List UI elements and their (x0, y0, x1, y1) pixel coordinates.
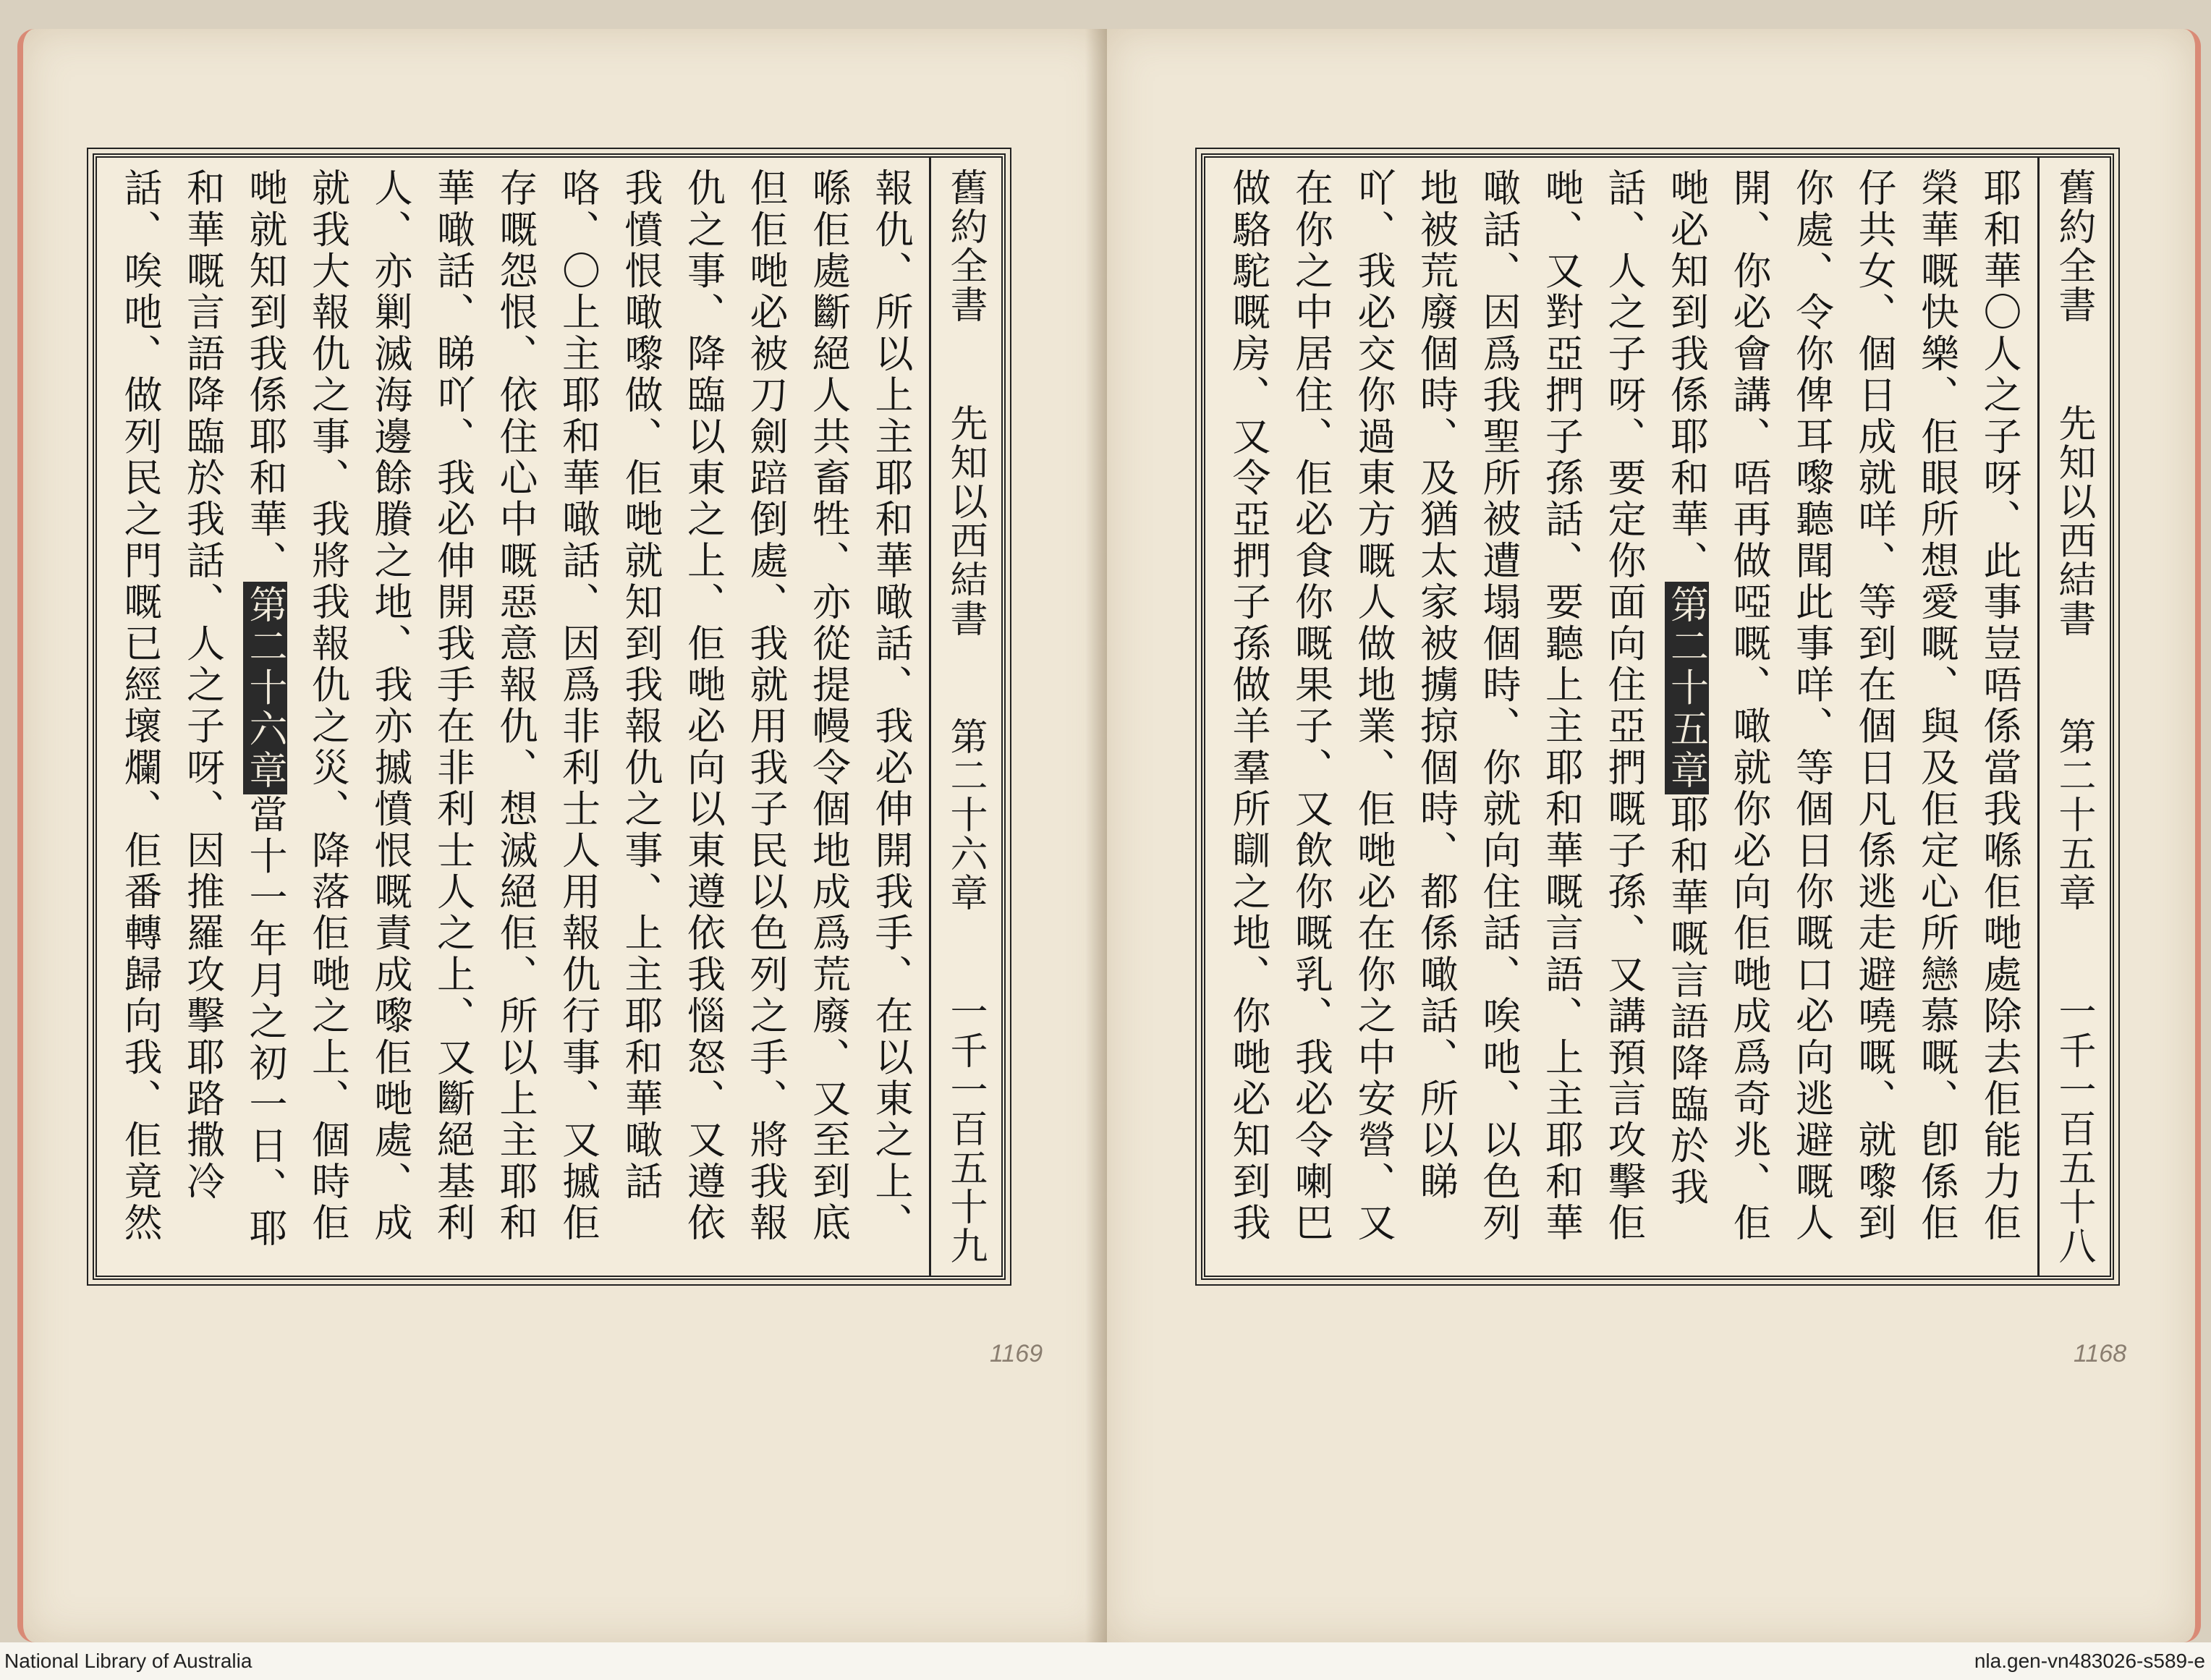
right-text-before: 耶和華〇人之子呀、此事豈唔係當我喺佢哋處除去佢能力佢榮華嘅快樂、佢眼所想愛嘅、與及佢定心所戀慕嘅、卽係佢仔共女、個日成就咩、等到在個日凡係逃走避嘵嘅、就嚟到你處、令你俾耳嚟聽聞此事咩、等個日你嘅口必向逃避嘅人開、你必會講、唔再做啞嘅、噉就你必向佢哋成爲奇兆、佢哋必知到我係耶和華、 (1664, 168, 2021, 1244)
right-text-after: 耶和華嘅言語降臨於我話、人之子呀、要定你面向住亞捫嘅子孫、又講預言攻擊佢哋、又對亞捫子孫話、要聽上主耶和華嘅言語、上主耶和華噉話、因爲我聖所被遭塌個時、你就向住話、唉吔、以色列地被荒廢個時、及猶太家被擄掠個時、都係噉話、所以睇吖、我必交你過東方嘅人做地業、佢哋必在你之中安營、又在你之中居住、佢必食你嘅果子、又飲你嘅乳、我必令喇巴做駱駝嘅房、又令亞捫子孫做羊羣所瞓之地、你哋必知到我 (1226, 168, 1709, 1244)
left-text-after: 當十一年月之初一日、耶和華嘅言語降臨於我話、人之子呀、因推羅攻擊耶路撒冷話、唉吔、做列民之門嘅已經壞爛、佢番轉歸向我、佢竟然 (118, 168, 287, 1250)
left-section-title: 先知以西結書 (943, 403, 987, 638)
left-chapter-label: 第二十六章 (943, 717, 987, 913)
library-credit: National Library of Australia (4, 1650, 252, 1672)
right-pencil-page-number: 1168 (2074, 1340, 2127, 1367)
left-page-text (104, 168, 922, 1265)
left-chapter-heading: 第二十六章 (243, 582, 287, 794)
left-book-title: 舊約全書 (943, 168, 987, 324)
right-page-margin-header (2037, 158, 2110, 1276)
right-page-number: 一千一百五十八 (2052, 991, 2095, 1265)
right-section-title: 先知以西結書 (2052, 403, 2095, 638)
right-book-title: 舊約全書 (2052, 168, 2095, 324)
left-page-number: 一千一百五十九 (943, 991, 987, 1265)
left-page-margin-header (929, 158, 1001, 1276)
right-chapter-heading: 第二十五章 (1665, 582, 1709, 794)
item-identifier: nla.gen-vn483026-s589-e (1974, 1650, 2205, 1672)
left-pencil-page-number: 1169 (990, 1340, 1043, 1367)
left-text-before: 報仇、所以上主耶和華噉話、我必伸開我手、在以東之上、喺佢處斷絕人共畜牲、亦從提幔令個地成爲荒廢、又至到底但佢哋必被刀劍踣倒處、我就用我子民以色列之手、將我報仇之事、降臨以東之上、佢哋必向以東遵依我惱怒、又遵依我憤恨噉嚟做、佢哋就知到我報仇之事、上主耶和華噉話咯、〇上主耶和華噉話、因爲非利士人用報仇行事、又摵佢存嘅怨恨、依住心中嘅惡意報仇、想滅絕佢、所以上主耶和華噉話、睇吖、我必伸開我手在非利士人之上、又斷絕基利人、亦剿滅海邊餘賸之地、我亦摵憤恨嘅責成嚟佢哋處、成就我大報仇之事、我將我報仇之災、降落佢哋之上、個時佢哋就知到我係耶和華、 (243, 168, 913, 1244)
right-page-text (1213, 168, 2030, 1265)
right-chapter-label: 第二十五章 (2052, 717, 2095, 913)
footer-bar (0, 1642, 2211, 1680)
right-page-frame (1201, 153, 2114, 1280)
left-page-frame (93, 153, 1006, 1280)
